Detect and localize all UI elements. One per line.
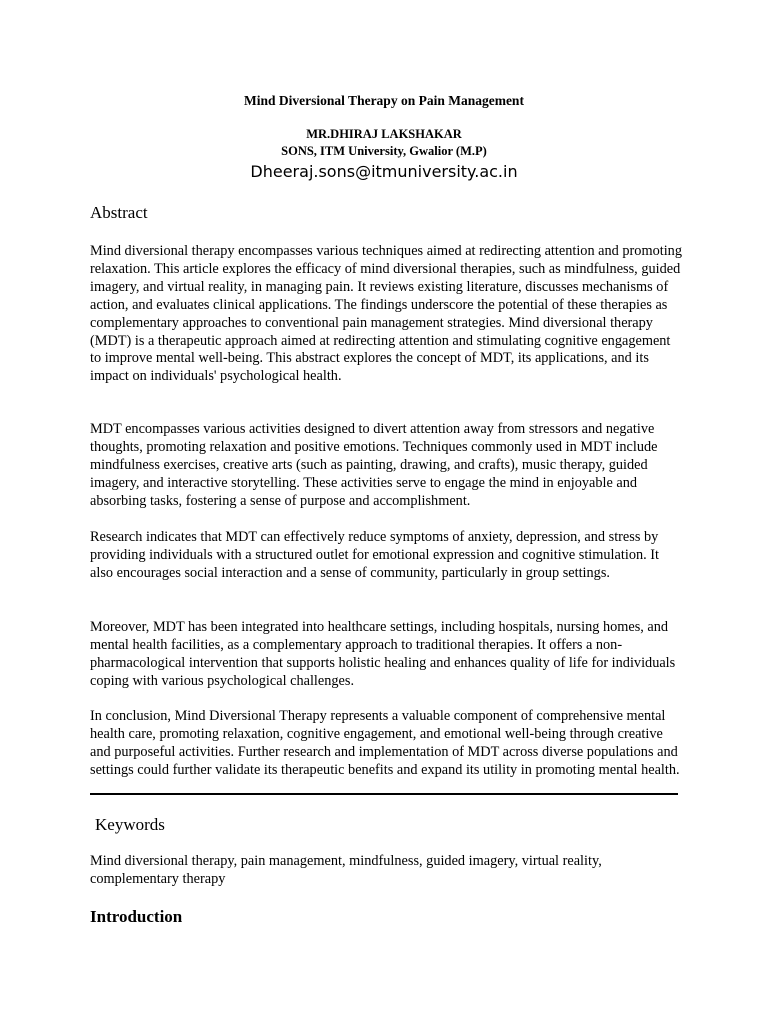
keywords-text: Mind diversional therapy, pain management, mindfulness, guided imagery, virtual reality, complementary therapy — [90, 853, 602, 887]
paper-title: Mind Diversional Therapy on Pain Management — [244, 93, 524, 108]
abstract-paragraph-1: Mind diversional therapy encompasses various techniques aimed at redirecting attention and promoting relaxation. This article explores the efficacy of mind diversional therapies, such as mindfulness, guided imagery, and virtual reality, in managing pain. It reviews existing literature, discusses mechanisms of action, and evaluates clinical applications. The findings underscore the potential of these therapies as complementary approaches to conventional pain management strategies. Mind diversional therapy (MDT) is a therapeutic approach aimed at redirecting attention and stimulating cognitive engagement to improve mental well-being. This abstract explores the concept of MDT, its applications, and its impact on individuals' psychological health. — [90, 243, 682, 385]
author-email: Dheeraj.sons@itmuniversity.ac.in — [250, 162, 518, 181]
abstract-paragraph-2: MDT encompasses various activities designed to divert attention away from stressors and negative thoughts, promoting relaxation and positive emotions. Techniques commonly used in MDT include mindfulness exercises, creative arts (such as painting, drawing, and crafts), music therapy, guided imagery, and interactive storytelling. These activities serve to engage the mind in enjoyable and absorbing tasks, fostering a sense of purpose and accomplishment. — [90, 421, 658, 509]
abstract-paragraph-3: Research indicates that MDT can effectively reduce symptoms of anxiety, depression, and stress by providing individuals with a structured outlet for emotional expression and cognitive stimulation. It also encourages social interaction and a sense of community, particularly in group settings. — [90, 529, 659, 581]
keywords-heading: Keywords — [95, 815, 165, 834]
section-divider — [90, 793, 678, 795]
abstract-heading: Abstract — [90, 203, 148, 222]
author-name: MR.DHIRAJ LAKSHAKAR — [306, 127, 462, 141]
abstract-paragraph-4: Moreover, MDT has been integrated into healthcare settings, including hospitals, nursing homes, and mental health facilities, as a complementary approach to traditional therapies. It offers a non-pharmacological intervention that supports holistic healing and enhances quality of life for individuals coping with various psychological challenges. — [90, 619, 676, 689]
introduction-heading: Introduction — [90, 907, 183, 926]
abstract-paragraph-5: In conclusion, Mind Diversional Therapy represents a valuable component of comprehensive mental health care, promoting relaxation, cognitive engagement, and emotional well-being through creative and purposeful activities. Further research and implementation of MDT across diverse populations and settings could further validate its therapeutic benefits and expand its utility in promoting mental health. — [90, 708, 680, 778]
author-affiliation: SONS, ITM University, Gwalior (M.P) — [281, 144, 487, 158]
